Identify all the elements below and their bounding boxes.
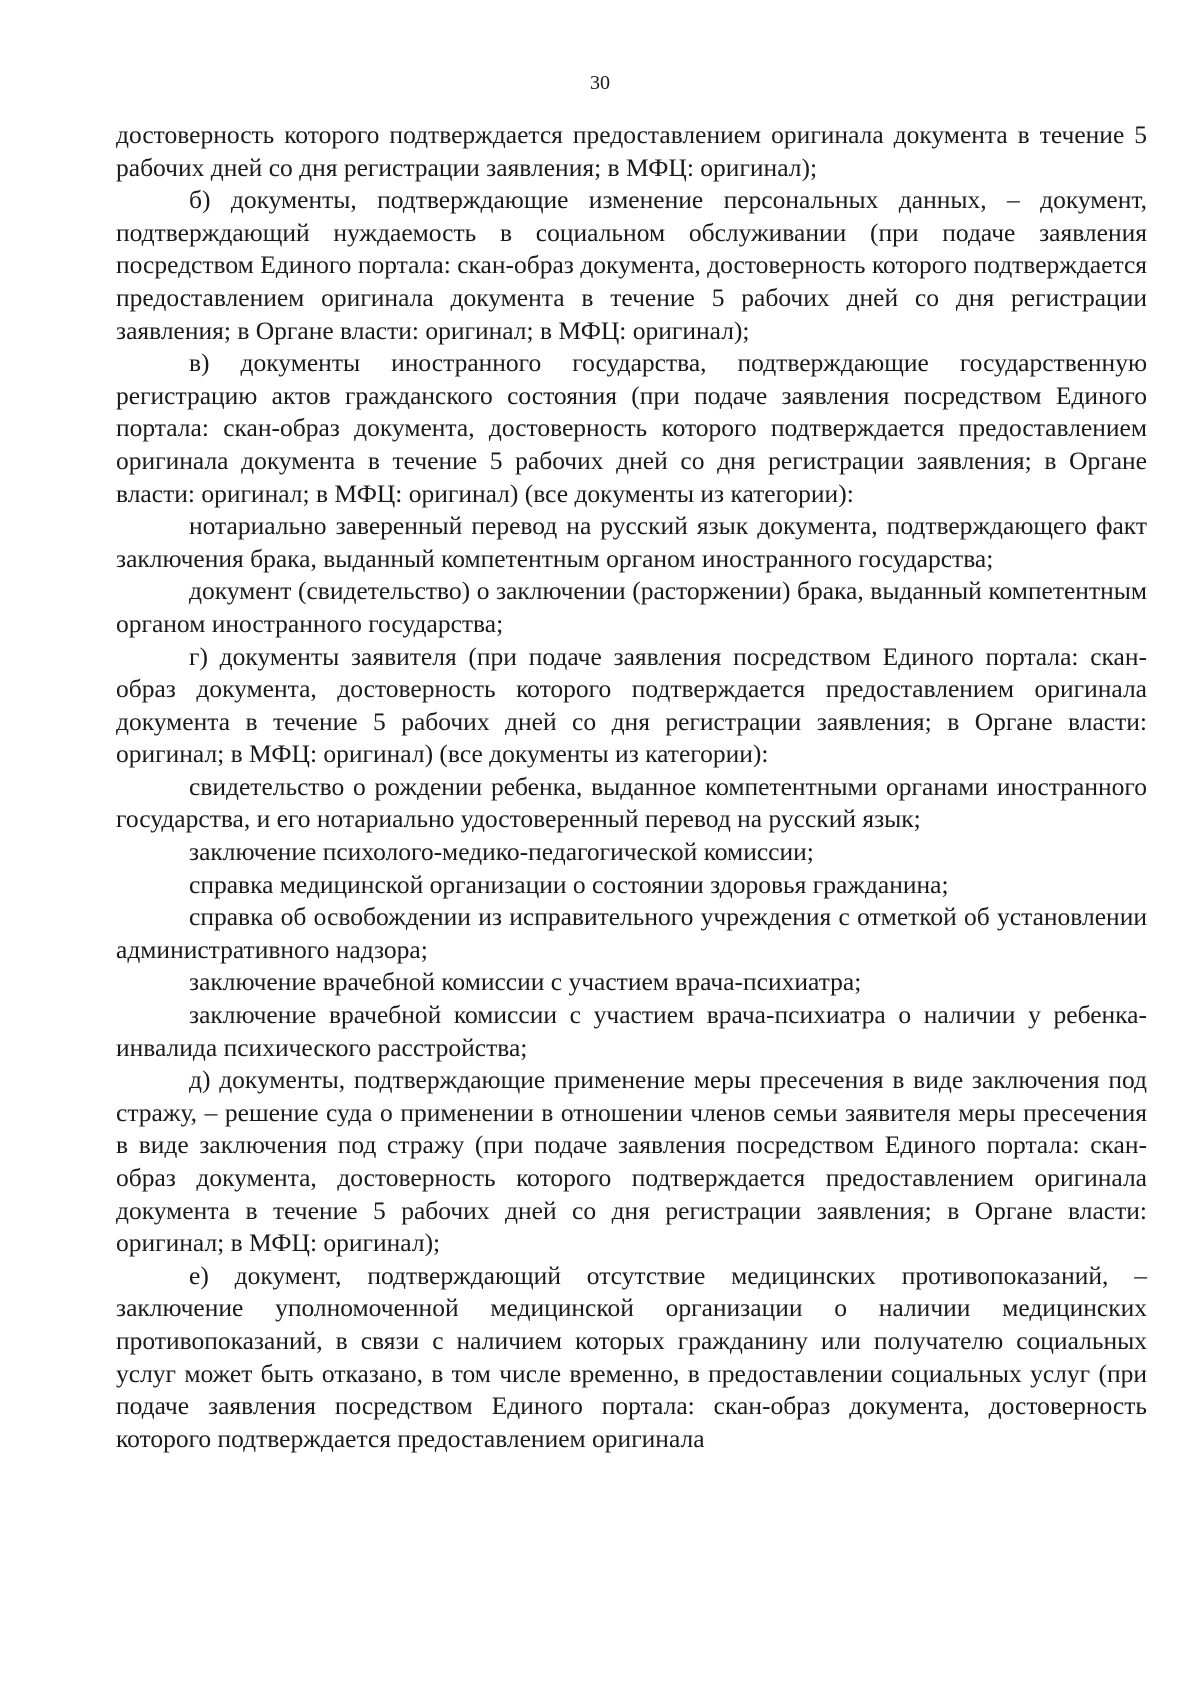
paragraph-notarized-translation: нотариально заверенный перевод на русский язык документа, подтверждающего факт заключения брака, выданный компетентным органом иностранного государства; xyxy=(116,511,1147,573)
paragraph-medical-commission: заключение врачебной комиссии с участием врача-психиатра; xyxy=(189,967,862,997)
paragraph-medical-commission-child: заключение врачебной комиссии с участием врача-психиатра о наличии у ребенка-инвалида психического расстройства; xyxy=(116,1000,1147,1062)
document-body xyxy=(116,119,1147,1455)
paragraph-item-d: д) документы, подтверждающие применение меры пресечения в виде заключения под стражу, – решение суда о применении в отношении членов семьи заявителя меры пресечения в виде заключения под стражу (при подаче заявления посредством Единого портала: скан-образ документа, достоверность которого подтверждается предоставлением оригинала документа в течение 5 рабочих дней со дня регистрации заявления; в Органе власти: оригинал; в МФЦ: оригинал); xyxy=(116,1065,1147,1258)
paragraph-birth-certificate: свидетельство о рождении ребенка, выданное компетентными органами иностранного государства, и его нотариально удостоверенный перевод на русский язык; xyxy=(116,771,1147,834)
paragraph-release-certificate: справка об освобождении из исправительного учреждения с отметкой об установлении административного надзора; xyxy=(116,902,1147,964)
paragraph-continuation: достоверность которого подтверждается предоставлением оригинала документа в течение 5 рабочих дней со дня регистрации заявления; в МФЦ: оригинал); xyxy=(116,120,1147,182)
paragraph-item-b: б) документы, подтверждающие изменение персональных данных, – документ, подтверждающий нуждаемость в социальном обслуживании (при подаче заявления посредством Единого портала: скан-образ документа, достоверность которого подтверждается предоставлением оригинала документа в течение 5 рабочих дней со дня регистрации заявления; в Органе власти: оригинал; в МФЦ: оригинал); xyxy=(116,185,1147,345)
paragraph-item-e: е) документ, подтверждающий отсутствие медицинских противопоказаний, – заключение уполномоченной медицинской организации о наличии медицинских противопоказаний, в связи с наличием которых гражданину или получателю социальных услуг может быть отказано, в том числе временно, в предоставлении социальных услуг (при подаче заявления посредством Единого портала: скан-образ документа, достоверность которого подтверждается предоставлением оригинала xyxy=(116,1260,1147,1453)
paragraph-item-v: в) документы иностранного государства, подтверждающие государственную регистрацию актов гражданского состояния (при подаче заявления посредством Единого портала: скан-образ документа, достоверность которого подтверждается предоставлением оригинала документа в течение 5 рабочих дней со дня регистрации заявления; в Органе власти: оригинал; в МФЦ: оригинал) (все документы из категории): xyxy=(116,348,1147,508)
paragraph-health-certificate: справка медицинской организации о состоянии здоровья гражданина; xyxy=(189,869,949,899)
page-number: 30 xyxy=(590,72,610,94)
paragraph-pmpk-conclusion: заключение психолого-медико-педагогической комиссии; xyxy=(189,837,814,867)
paragraph-marriage-certificate: документ (свидетельство) о заключении (расторжении) брака, выданный компетентным органом иностранного государства; xyxy=(116,576,1147,638)
paragraph-item-g: г) документы заявителя (при подаче заявления посредством Единого портала: скан-образ документа, достоверность которого подтверждается предоставлением оригинала документа в течение 5 рабочих дней со дня регистрации заявления; в Органе власти: оригинал; в МФЦ: оригинал) (все документы из категории): xyxy=(116,641,1147,769)
